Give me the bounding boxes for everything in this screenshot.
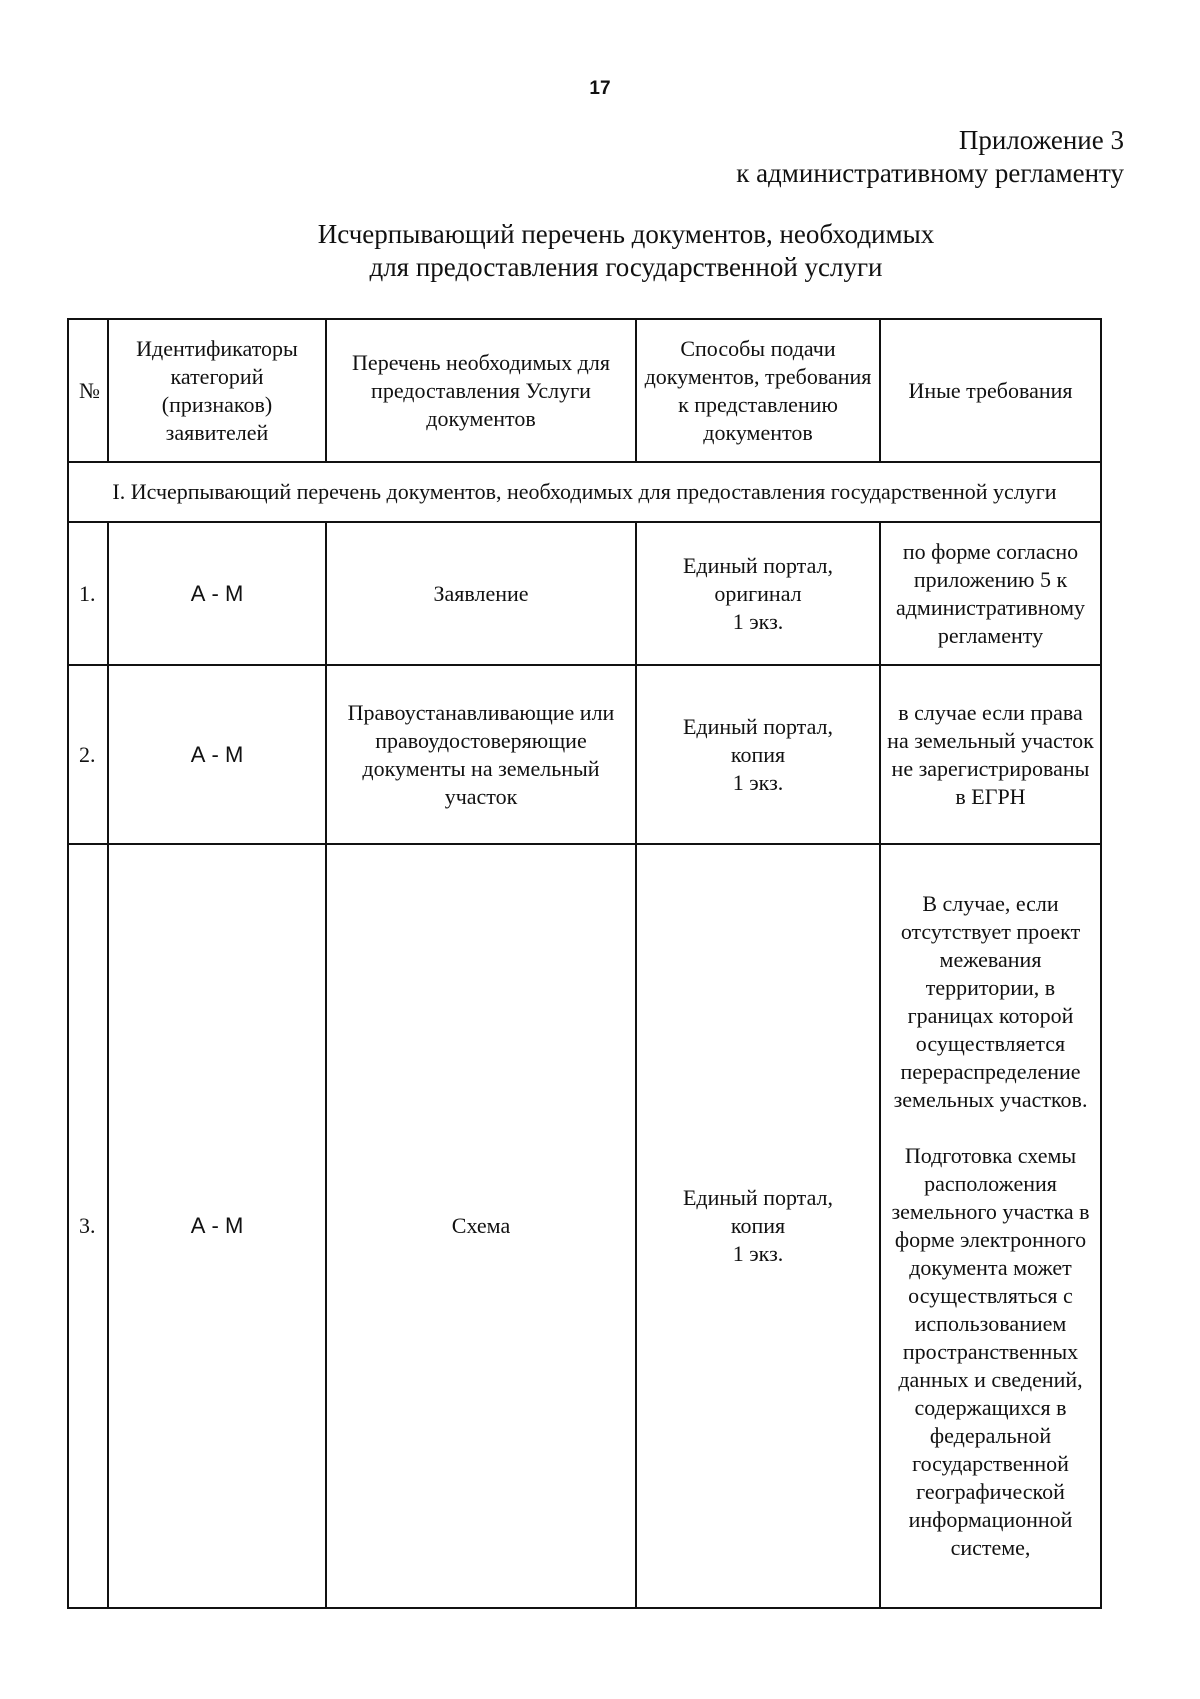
other-requirements <box>880 844 1101 1608</box>
page-number: 17 <box>589 78 611 99</box>
row-number: 2. <box>68 665 108 844</box>
row-number: 3. <box>68 844 108 1608</box>
table-row <box>68 844 1101 1608</box>
document-name: Заявление <box>326 522 636 665</box>
requirement-text: в случае если права на земельный участок не зарегистрированы в ЕГРН <box>887 699 1094 809</box>
applicant-category: А - М <box>108 522 326 665</box>
document-name: Правоустанавливающие или правоудостоверяющие документы на земельный участок <box>326 665 636 844</box>
section-row <box>68 462 1101 522</box>
other-requirements <box>880 665 1101 844</box>
table-row <box>68 665 1101 844</box>
document-title-line-1: Исчерпывающий перечень документов, необходимых <box>317 219 935 249</box>
submission-method: Единый портал, копия 1 экз. <box>636 844 880 1608</box>
requirement-text: Подготовка схемы расположения земельного участка в форме электронного документа может осуществляться с использованием пространственных данных и сведений, содержащихся в федеральной государственной географической информационной системе, <box>891 1143 1090 1560</box>
submission-method: Единый портал, копия 1 экз. <box>636 665 880 844</box>
section-title: I. Исчерпывающий перечень документов, необходимых для предоставления государственной услуги <box>68 462 1101 522</box>
paragraph-gap <box>885 1114 1096 1142</box>
requirement-text: по форме согласно приложению 5 к административному регламенту <box>895 538 1086 648</box>
other-requirements <box>880 522 1101 665</box>
appendix-line-2: к административному регламенту <box>736 158 1124 188</box>
header-applicant-categories: Идентификаторы категорий (признаков) заявителей <box>108 319 326 462</box>
document-title <box>0 218 1200 284</box>
table-header-row <box>68 319 1101 462</box>
header-other-requirements: Иные требования <box>880 319 1101 462</box>
table-row <box>68 522 1101 665</box>
submission-method: Единый портал, оригинал 1 экз. <box>636 522 880 665</box>
document-name: Схема <box>326 844 636 1608</box>
appendix-heading <box>736 124 1124 190</box>
header-submission-methods: Способы подачи документов, требования к представлению документов <box>636 319 880 462</box>
requirement-text: В случае, если отсутствует проект межевания территории, в границах которой осуществляется перераспределение земельных участков. <box>893 891 1088 1112</box>
applicant-category: А - М <box>108 665 326 844</box>
documents-table <box>67 318 1102 1609</box>
applicant-category: А - М <box>108 844 326 1608</box>
row-number: 1. <box>68 522 108 665</box>
appendix-line-1: Приложение 3 <box>958 125 1124 155</box>
document-title-line-2: для предоставления государственной услуги <box>369 252 883 282</box>
header-number: № <box>68 319 108 462</box>
header-required-documents: Перечень необходимых для предоставления Услуги документов <box>326 319 636 462</box>
